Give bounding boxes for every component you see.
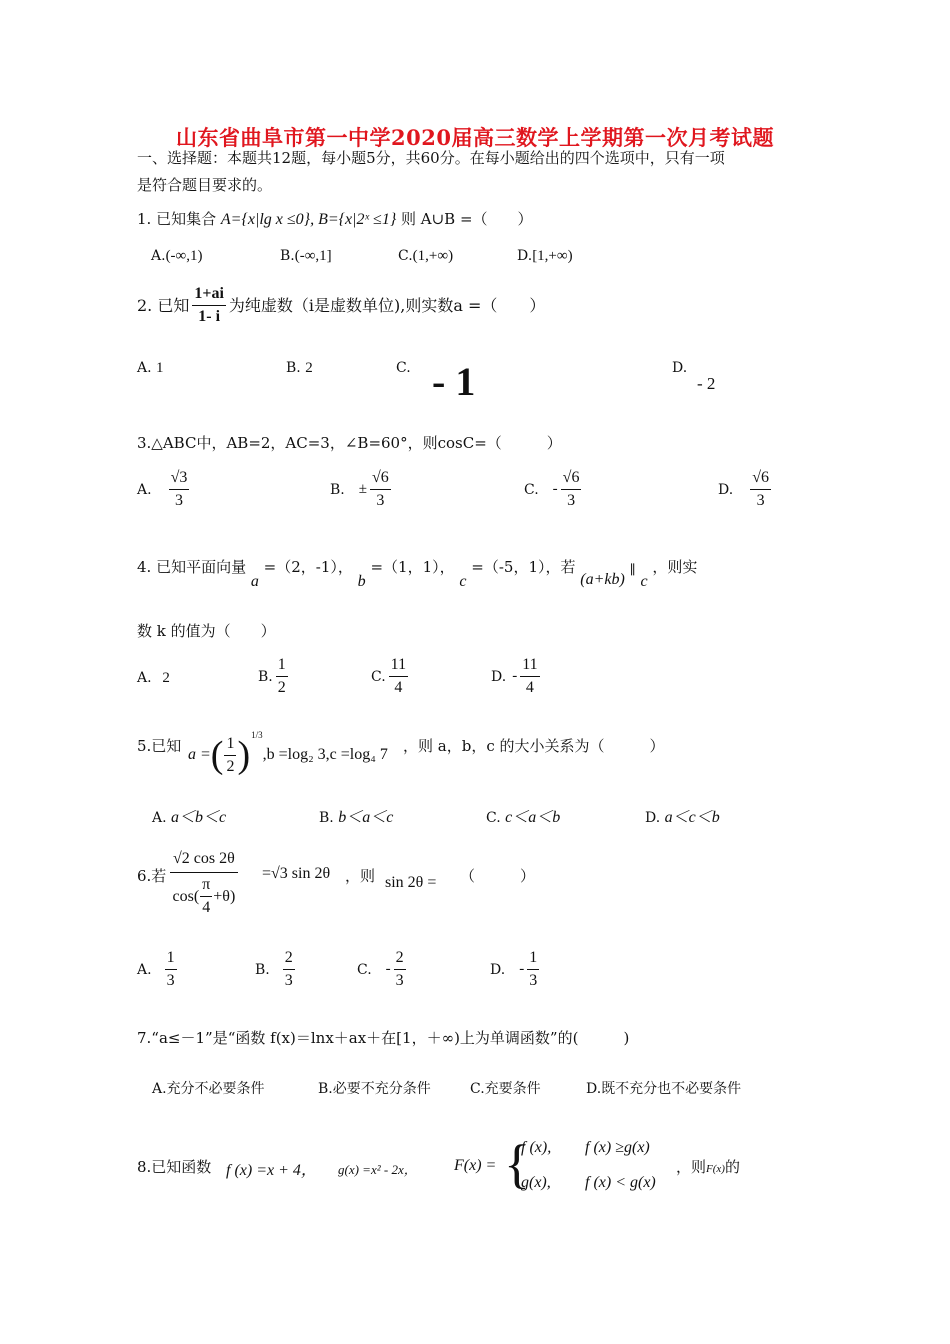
q4-option-d: D. - $\frac{11}{4}$ [491,656,538,696]
q3-b-denominator: 3 [376,492,385,509]
q4-vector-c2: c [640,573,648,590]
q6-fraction [170,848,238,918]
page-title: 山东省曲阜市第一中学2020届高三数学上学期第一次月考试题 [176,125,774,150]
q5-option-d: D. a＜c＜b [645,809,720,826]
q1-option-b: B.(-∞,1] [280,248,332,264]
q5-paren-open: ( [210,734,224,776]
q2-option-b: B. 2 [286,360,313,376]
q8-case1-value: f (x), [521,1139,552,1156]
q5-paren-close: ) [237,734,251,776]
q2-fraction-numerator: 1+ai [192,284,226,306]
q6-tail: （ ） [460,867,536,885]
q3-option-b: B. ± $\frac{√6}{3}$ [330,469,389,509]
q1-option-d: D.[1,+∞) [517,248,573,264]
question-4-line1 [137,556,697,592]
q5-exponent: 1/3 [251,730,263,740]
q3-d-denominator: 3 [756,492,765,509]
q2-suffix: 为纯虚数（i是虚数单位),则实数a =（ ） [228,295,546,315]
q1-expression: A={x|lg x ≤0}, B={x|2ˣ ≤1} [220,211,397,228]
question-7: 7.“a≤－1”是“函数 f(x)＝lnx＋ax＋在[1，＋∞)上为单调函数”的( ) [137,1029,630,1047]
q6-middle: ，则 [345,867,376,885]
q3-a-denominator: 3 [174,492,183,509]
q7-option-d: D.既不充分也不必要条件 [586,1081,742,1097]
q2-fraction-denominator: 1- i [198,308,221,325]
q5-a-equals: a = [188,746,211,763]
q4-value-a: =（2，-1）， [263,558,353,576]
q4-value-b: =（1，1）， [370,558,455,576]
q8-f-definition: f (x) =x + 4， [226,1162,317,1179]
q3-option-a: A. $\frac{√3}{3}$ [137,469,188,509]
q8-case1-condition: f (x) ≥g(x) [585,1139,650,1156]
q3-c-numerator: √6 [561,468,582,490]
q7-option-b: B.必要不充分条件 [318,1081,431,1097]
q1-suffix: 则 A∪B =（ ） [401,210,533,228]
q5-suffix: ，则 a，b，c 的大小关系为（ ） [403,737,665,755]
q5-expression [188,732,388,778]
question-2 [137,284,545,327]
q3-c-denominator: 3 [567,492,576,509]
q4-option-a: A. 2 [137,670,170,686]
q4-option-c: C. $\frac{11}{4}$ [371,656,407,696]
q4-prefix: 4. 已知平面向量 [137,558,247,576]
question-4-line2: 数 k 的值为（ ） [137,622,276,640]
q6-numerator: √2 cos 2θ [170,848,238,873]
q6-ask: sin 2θ = [385,874,437,891]
q2-option-c-label: C. [396,360,411,376]
q3-b-numerator: √6 [370,468,391,490]
q8-prefix: 8.已知函数 [137,1158,212,1176]
question-3: 3.△ABC中，AB=2，AC=3，∠B=60°，则cosC=（ ） [137,434,562,452]
q8-brace: { [504,1134,530,1194]
q4-condition: (a+kb) [580,571,625,588]
q7-option-c: C.充要条件 [470,1081,541,1097]
q8-case2-condition: f (x) < g(x) [585,1174,656,1191]
q1-option-c: C.(1,+∞) [398,248,454,264]
q6-option-a: A. $\frac{1}{3}$ [137,949,175,989]
q7-option-a: A.充分不必要条件 [152,1081,265,1097]
q3-option-c: C. - $\frac{√6}{3}$ [524,469,580,509]
q5-option-c: C. c＜a＜b [486,809,561,826]
q5-option-a: A. a＜b＜c [152,809,227,826]
q2-fraction [192,284,226,327]
q2-option-a: A. 1 [137,360,164,376]
q2-option-d-value: - 2 [697,374,716,393]
section-instructions-line1: 一、选择题：本题共12题，每小题5分，共60分。在每小题给出的四个选项中，只有一项 [137,149,725,167]
q1-prefix: 1. 已知集合 [137,210,217,228]
q5-option-b: B. b＜a＜c [319,809,394,826]
q4-vector-a: a [250,573,259,590]
q4-tail: ，则实 [652,558,698,576]
q3-a-numerator: √3 [169,468,190,490]
q4-vector-c: c [459,573,467,590]
q6-option-c: C. - $\frac{2}{3}$ [357,949,404,989]
q2-option-d-label: D. [672,360,688,376]
q1-option-a: A.(-∞,1) [151,248,203,264]
q5-prefix: 5.已知 [137,737,182,755]
question-1 [137,208,533,231]
q6-prefix: 6.若 [137,867,167,885]
q8-F-definition: F(x) = [454,1157,497,1174]
q4-value-c: =（-5，1），若 [471,558,576,576]
section-instructions-line2: 是符合题目要求的。 [137,176,273,194]
q3-d-numerator: √6 [750,468,771,490]
q6-option-d: D. - $\frac{1}{3}$ [490,949,538,989]
q8-tail-F: F(x) [706,1163,725,1175]
q4-vector-b: b [357,573,366,590]
q5-expression-rest: ,b =log₂ 3,c =log₄ 7 [262,746,388,763]
q2-prefix: 2. 已知 [137,295,190,315]
q4-option-b: B. $\frac{1}{2}$ [258,656,286,696]
q8-g-definition: g(x) =x² - 2x， [338,1162,417,1177]
q4-parallel-symbol: ∥ [629,563,636,578]
q2-option-c-value: - 1 [432,359,476,404]
q5-fraction: $\frac{1}{2}$ [226,734,235,775]
q6-option-b: B. $\frac{2}{3}$ [255,949,293,989]
q3-option-d: D. $\frac{√6}{3}$ [718,469,769,509]
q6-equation: =√3 sin 2θ [262,865,331,882]
q8-tail: ，则F(x)的 [676,1158,740,1176]
q8-case2-value: g(x), [521,1174,551,1191]
q6-denominator: cos( $\frac{\pi}{4}$ +θ) [172,876,236,916]
